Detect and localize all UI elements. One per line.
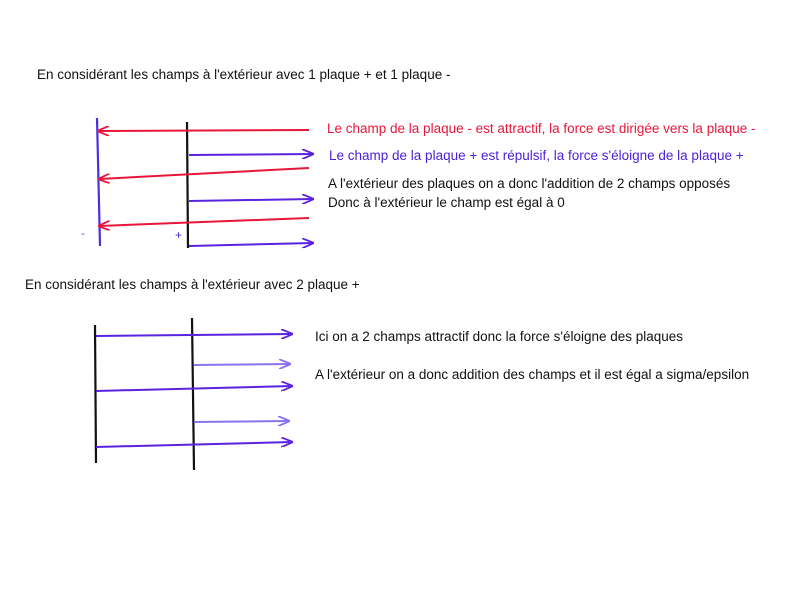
sigma-epsilon-conclusion: A l'extérieur on a donc addition des champs et il est égal a sigma/epsilon bbox=[315, 367, 750, 382]
negative-plate-description: Le champ de la plaque - est attractif, la force est dirigée vers la plaque - bbox=[327, 121, 756, 136]
negative-field-arrow bbox=[99, 168, 309, 179]
section2-heading: En considérant les champs à l'extérieur avec 2 plaque + bbox=[25, 277, 360, 292]
positive-field-arrow bbox=[96, 334, 292, 336]
positive-field-arrow bbox=[189, 243, 313, 246]
positive-plate bbox=[187, 122, 188, 248]
positive-field-arrow-light bbox=[194, 421, 289, 422]
plus-plate-label: + bbox=[175, 228, 183, 242]
positive-plate-right bbox=[192, 318, 194, 470]
positive-field-arrow-light bbox=[194, 364, 290, 365]
positive-plate-description: Le champ de la plaque + est répulsif, la force s'éloigne de la plaque + bbox=[329, 148, 744, 163]
field-zero-conclusion: Donc à l'extérieur le champ est égal à 0 bbox=[328, 195, 565, 210]
opposite-fields-explanation: A l'extérieur des plaques on a donc l'addition de 2 champs opposés bbox=[328, 176, 731, 191]
section1-heading: En considérant les champs à l'extérieur avec 1 plaque + et 1 plaque - bbox=[37, 67, 451, 82]
negative-field-arrow bbox=[99, 218, 309, 226]
negative-field-arrow bbox=[98, 130, 309, 131]
positive-plate-left bbox=[95, 325, 96, 463]
positive-field-arrow bbox=[189, 154, 313, 155]
minus-plate-label: - bbox=[81, 226, 85, 240]
two-positive-fields-explanation: Ici on a 2 champs attractif donc la force s'éloigne des plaques bbox=[315, 329, 684, 344]
positive-field-arrow bbox=[189, 199, 313, 201]
